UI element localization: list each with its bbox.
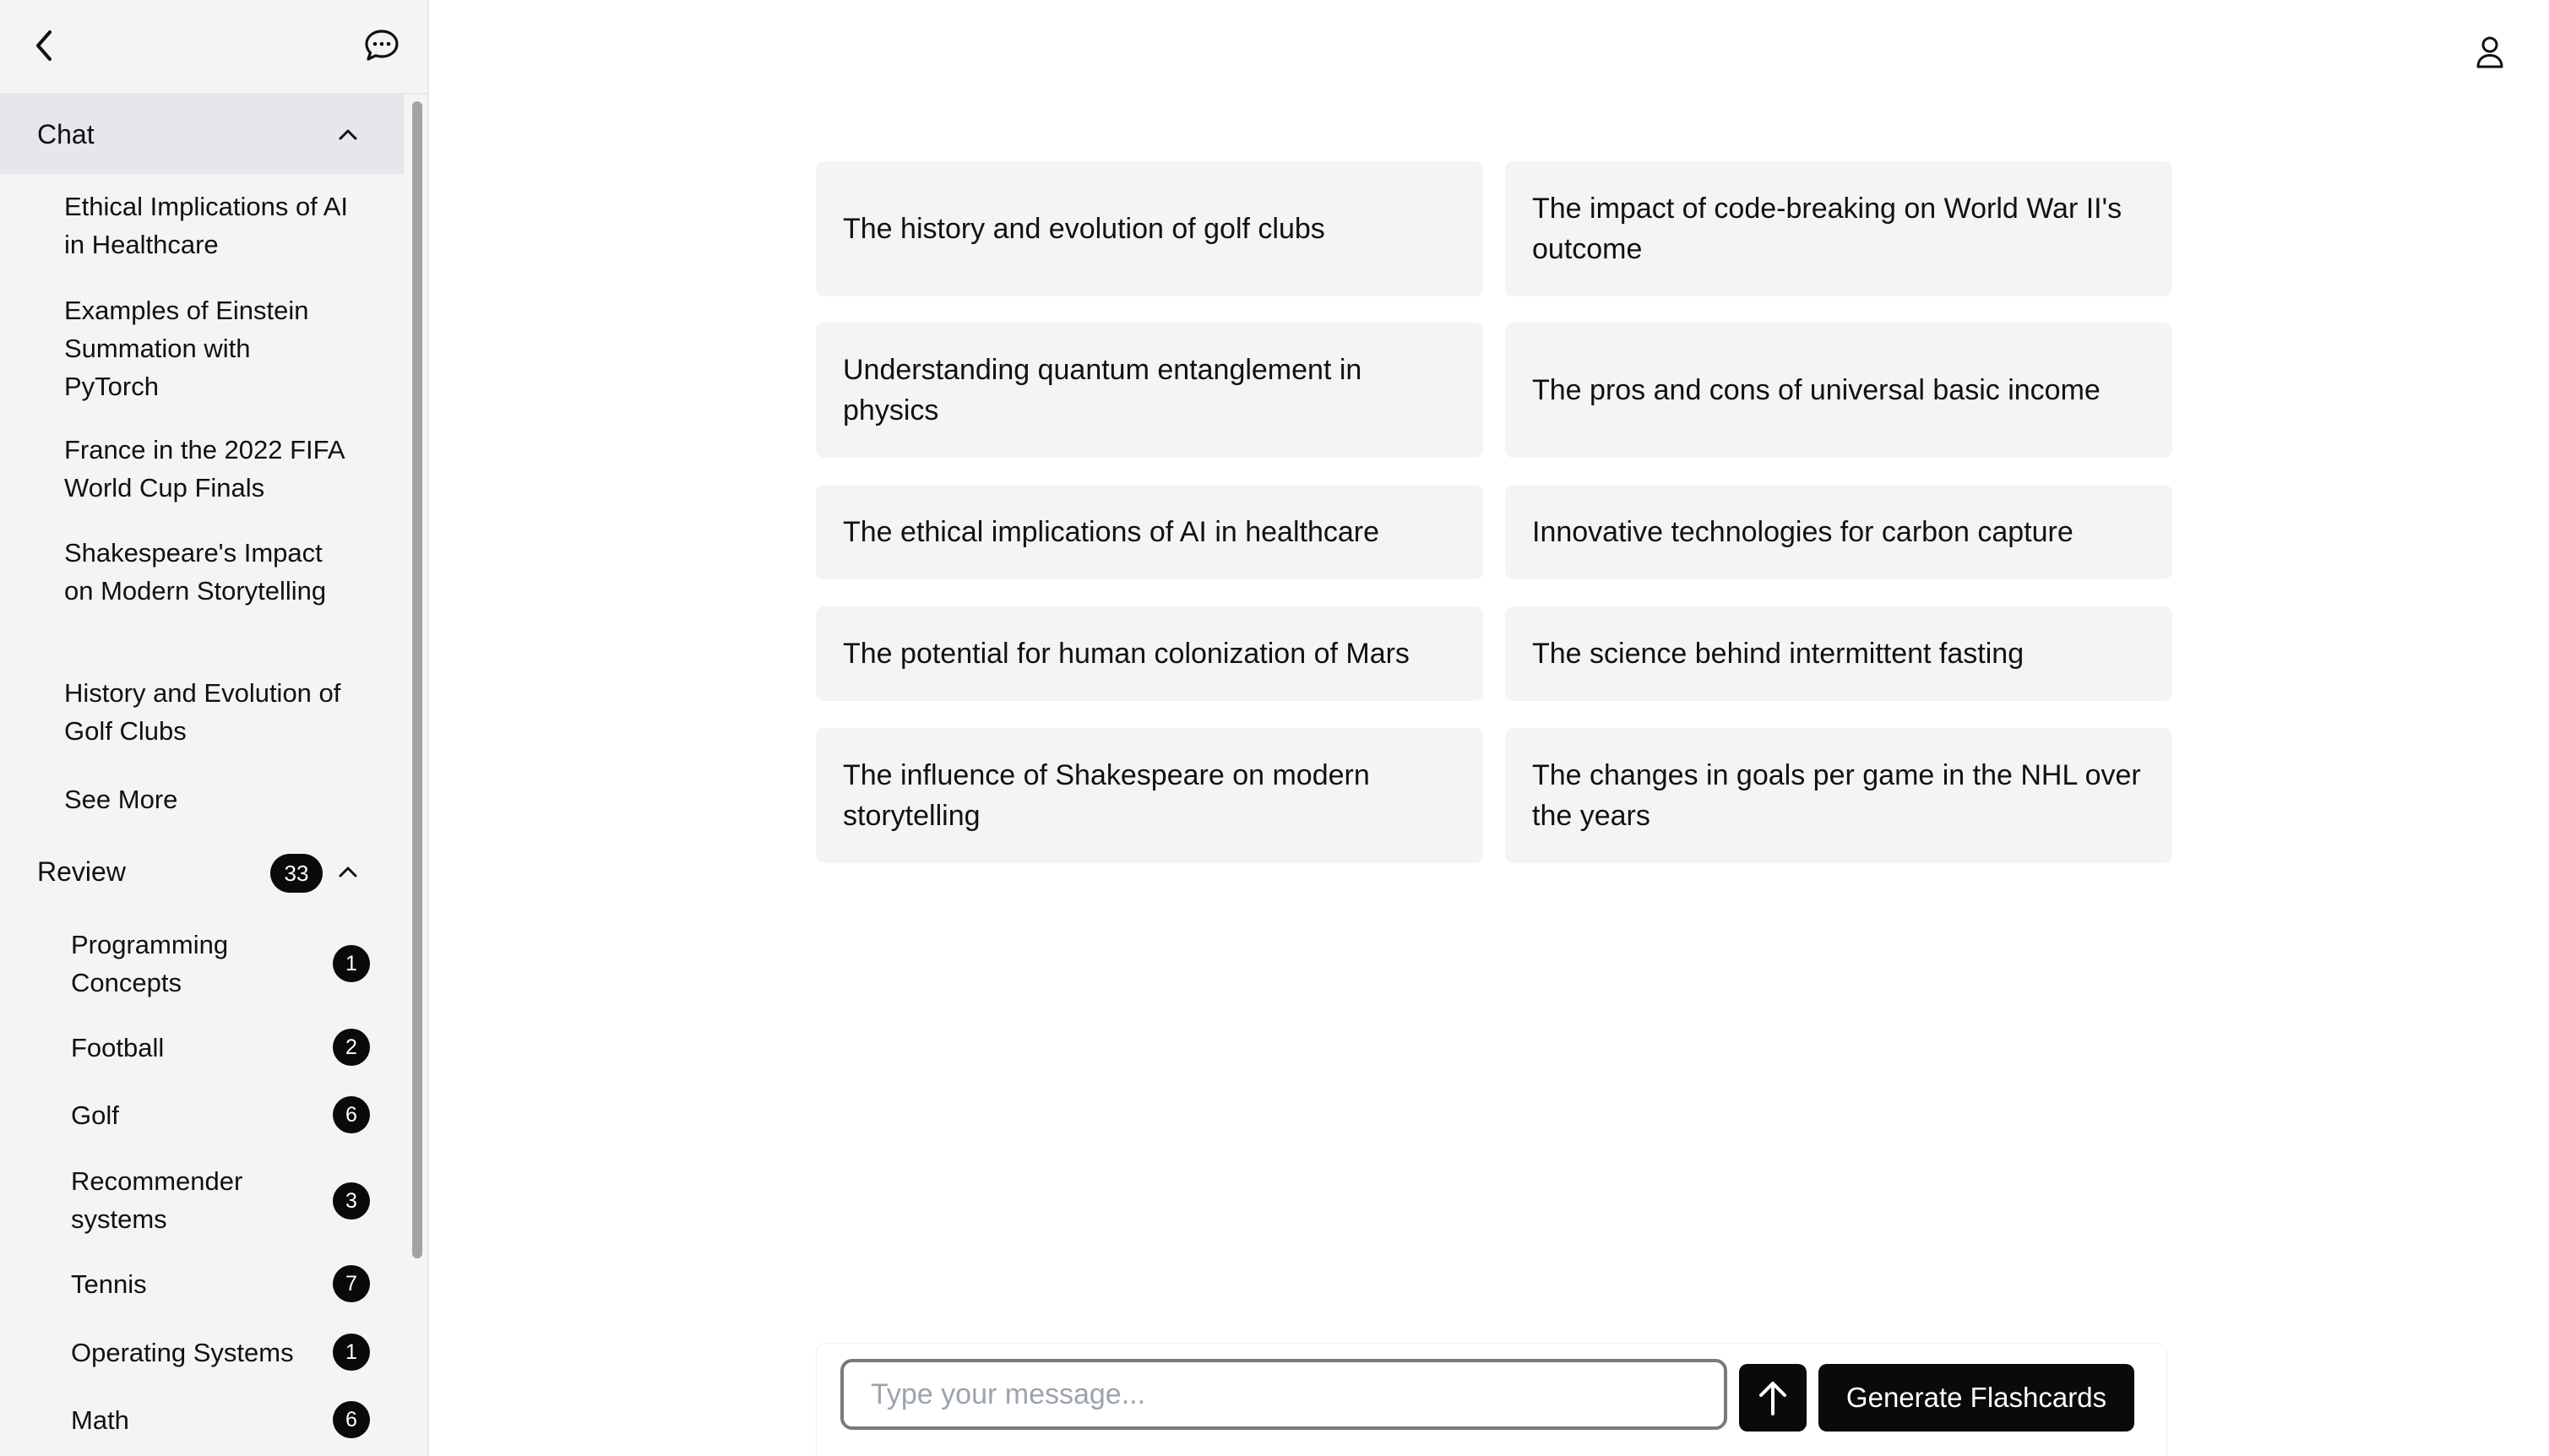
sidebar	[0, 0, 429, 1456]
review-item[interactable]	[71, 926, 400, 1002]
message-composer	[816, 1343, 2167, 1456]
chat-item[interactable]: Ethical Implications of AI in Healthcare	[64, 192, 348, 259]
back-button[interactable]	[20, 22, 68, 69]
review-item[interactable]	[71, 1401, 400, 1439]
chat-section-title: Chat	[37, 118, 95, 149]
suggestion-card[interactable]: The influence of Shakespeare on modern storytelling	[816, 728, 1483, 863]
review-item-count: 1	[333, 1334, 370, 1371]
suggestion-card[interactable]: Understanding quantum entanglement in physics	[816, 323, 1483, 458]
review-item-count: 1	[333, 945, 370, 982]
sidebar-header	[0, 0, 427, 95]
suggestion-card[interactable]: The ethical implications of AI in healthcare	[816, 485, 1483, 579]
chevron-up-icon[interactable]	[336, 122, 360, 146]
message-input[interactable]	[840, 1359, 1727, 1430]
chevron-left-icon	[31, 29, 57, 62]
sidebar-scrollbar[interactable]	[407, 95, 426, 1456]
review-item-label: Football	[71, 1033, 165, 1062]
chat-item[interactable]: Shakespeare's Impact on Modern Storytelling	[64, 538, 327, 606]
review-item[interactable]	[71, 1162, 400, 1238]
chat-item[interactable]: France in the 2022 FIFA World Cup Finals	[64, 435, 344, 503]
suggestion-card[interactable]: The history and evolution of golf clubs	[816, 161, 1483, 296]
chat-item[interactable]: Examples of Einstein Summation with PyTorch	[64, 296, 309, 401]
review-section-header[interactable]	[0, 832, 404, 911]
chat-bubble-icon	[363, 27, 400, 64]
user-profile-button[interactable]	[2470, 30, 2510, 74]
review-item-count: 6	[333, 1096, 370, 1133]
review-item-count: 7	[333, 1265, 370, 1302]
suggestion-card[interactable]: The changes in goals per game in the NHL over the years	[1505, 728, 2172, 863]
suggestion-card[interactable]: The science behind intermittent fasting	[1505, 606, 2172, 701]
review-item-count: 3	[333, 1182, 370, 1220]
review-item-label: Math	[71, 1405, 129, 1435]
user-icon	[2476, 35, 2504, 69]
chat-item[interactable]: History and Evolution of Golf Clubs	[64, 678, 341, 746]
suggestion-card[interactable]: Innovative technologies for carbon capture	[1505, 485, 2172, 579]
review-item[interactable]	[71, 1096, 400, 1134]
sidebar-scrollbar-thumb[interactable]	[412, 101, 422, 1258]
review-item-label: Programming Concepts	[71, 930, 229, 997]
review-item[interactable]	[71, 1334, 400, 1372]
review-item-label: Tennis	[71, 1269, 147, 1299]
see-more-link[interactable]: See More	[64, 785, 178, 814]
suggestion-card[interactable]: The pros and cons of universal basic income	[1505, 323, 2172, 458]
new-chat-button[interactable]	[358, 22, 405, 69]
review-item-label: Operating Systems	[71, 1338, 294, 1367]
send-button[interactable]	[1739, 1364, 1807, 1432]
review-item[interactable]	[71, 1265, 400, 1303]
review-section-title: Review	[37, 856, 126, 887]
chevron-up-icon[interactable]	[336, 860, 360, 883]
review-count-badge: 33	[270, 854, 323, 893]
arrow-up-icon	[1756, 1378, 1790, 1417]
review-item[interactable]	[71, 1029, 400, 1067]
review-item-label: Golf	[71, 1100, 119, 1130]
chat-section-header[interactable]	[0, 95, 404, 174]
review-item-label: Recommender systems	[71, 1166, 243, 1234]
review-item-count: 6	[333, 1401, 370, 1438]
suggestion-card[interactable]: The potential for human colonization of Mars	[816, 606, 1483, 701]
review-item-count: 2	[333, 1029, 370, 1066]
generate-flashcards-button[interactable]: Generate Flashcards	[1818, 1364, 2134, 1432]
suggestion-card[interactable]: The impact of code-breaking on World War II's outcome	[1505, 161, 2172, 296]
